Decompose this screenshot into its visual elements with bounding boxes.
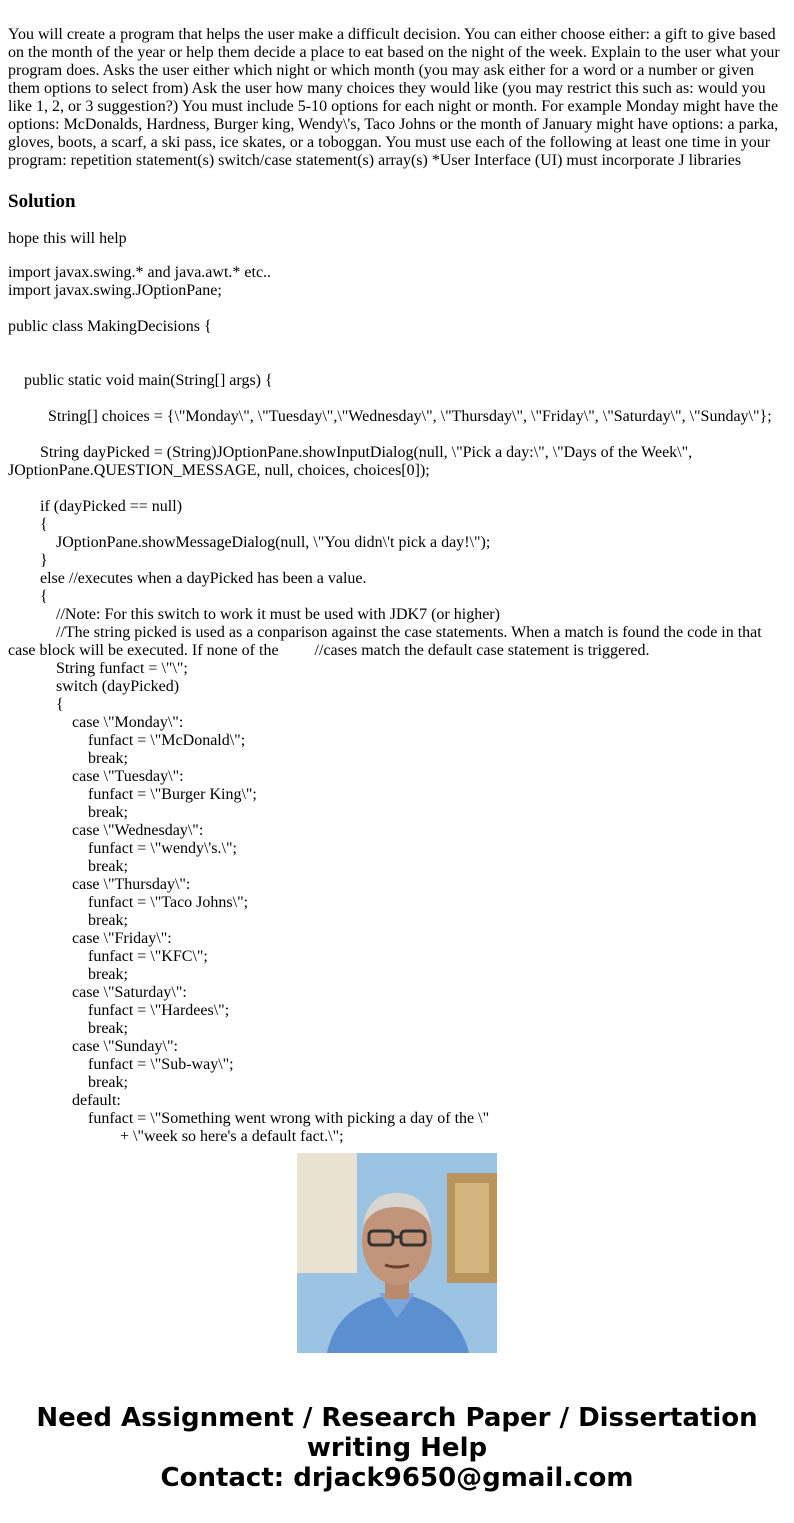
solution-heading: Solution <box>8 191 76 212</box>
code-line: funfact = \"McDonald\"; <box>8 732 246 749</box>
code-line: funfact = \"KFC\"; <box>8 948 208 965</box>
avatar <box>297 1153 497 1353</box>
code-line: break; <box>8 912 128 929</box>
code-line: switch (dayPicked) <box>8 678 180 695</box>
code-line: default: <box>8 1092 121 1109</box>
code-line: case \"Thursday\": <box>8 876 191 893</box>
code-line: String[] choices = {\"Monday\", \"Tuesday\",\"Wednesday\", \"Thursday\", \"Friday\", \"Saturday\", \"Sunday\"}; <box>8 408 772 425</box>
code-line: funfact = \"Burger King\"; <box>8 786 257 803</box>
code-line <box>8 354 786 372</box>
code-line: break; <box>8 1074 128 1091</box>
code-line: funfact = \"Sub-way\"; <box>8 1056 234 1073</box>
code-line: break; <box>8 804 128 821</box>
code-line: public static void main(String[] args) { <box>8 372 273 389</box>
intro-text: hope this will help <box>8 230 127 247</box>
code-line <box>8 390 786 408</box>
code-block <box>8 264 786 1145</box>
code-line: break; <box>8 1020 128 1037</box>
code-line: break; <box>8 858 128 875</box>
code-line: { <box>8 696 64 713</box>
code-line: import javax.swing.JOptionPane; <box>8 282 222 299</box>
code-line: funfact = \"Hardees\"; <box>8 1002 230 1019</box>
banner-email: Contact: drjack9650@gmail.com <box>160 1463 634 1493</box>
document <box>8 26 786 1145</box>
code-line: String dayPicked = (String)JOptionPane.showInputDialog(null, \"Pick a day:\", \"Days of the Week\", JOptionPane.QUESTION_MESSAGE, null, choices, choices[0]); <box>8 444 697 479</box>
code-line: funfact = \"Taco Johns\"; <box>8 894 249 911</box>
code-line <box>8 300 786 318</box>
code-line: case \"Wednesday\": <box>8 822 204 839</box>
code-line <box>8 426 786 444</box>
code-line: case \"Sunday\": <box>8 1038 178 1055</box>
code-line: } <box>8 552 48 569</box>
question-text: You will create a program that helps the user make a difficult decision. You can either choose either: a gift to give based on the month of the year or help them decide a place to eat based on the night of the week. Explain to the user what your program does. Asks the user either which night or which month (you may ask either for a word or a number or given them options to select from) Ask the user how many choices they would like (you may restrict this such as: would you like 1, 2, or 3 suggestion?) You must include 5-10 options for each night or month. For example Monday might have the options: McDonalds, Hardness, Burger king, Wendy\'s, Taco Johns or the month of January might have options: a parka, gloves, boots, a scarf, a ski pass, ice skates, or a toboggan. You must use each of the following at least one time in your program: repetition statement(s) switch/case statement(s) array(s) *User Interface (UI) must incorporate J libraries <box>8 26 780 169</box>
code-line: funfact = \"Something went wrong with picking a day of the \" <box>8 1110 490 1127</box>
code-line: public class MakingDecisions { <box>8 318 212 335</box>
code-line: + \"week so here's a default fact.\"; <box>8 1128 344 1145</box>
code-line: break; <box>8 750 128 767</box>
contact-banner <box>0 1403 794 1493</box>
code-line: case \"Monday\": <box>8 714 184 731</box>
code-line: else //executes when a dayPicked has been a value. <box>8 570 367 587</box>
banner-line-2: writing Help <box>306 1433 488 1463</box>
code-line: break; <box>8 966 128 983</box>
code-line: case \"Saturday\": <box>8 984 187 1001</box>
code-line: JOptionPane.showMessageDialog(null, \"You didn\'t pick a day!\"); <box>8 534 491 551</box>
code-line: //Note: For this switch to work it must be used with JDK7 (or higher) <box>8 606 500 623</box>
code-line: String funfact = \"\"; <box>8 660 188 677</box>
person-portrait-image <box>297 1153 497 1353</box>
code-line: { <box>8 588 48 605</box>
code-line <box>8 480 786 498</box>
banner-line-1: Need Assignment / Research Paper / Dissertation <box>36 1403 758 1433</box>
code-line: { <box>8 516 48 533</box>
code-line: if (dayPicked == null) <box>8 498 183 515</box>
code-line <box>8 336 786 354</box>
code-line: case \"Tuesday\": <box>8 768 184 785</box>
code-line: //The string picked is used as a conparison against the case statements. When a match is found the code in that case block will be executed. If none of the //cases match the default case statement is triggered. <box>8 624 766 659</box>
code-line: import javax.swing.* and java.awt.* etc.. <box>8 264 272 281</box>
code-line: case \"Friday\": <box>8 930 172 947</box>
code-line: funfact = \"wendy\'s.\"; <box>8 840 237 857</box>
